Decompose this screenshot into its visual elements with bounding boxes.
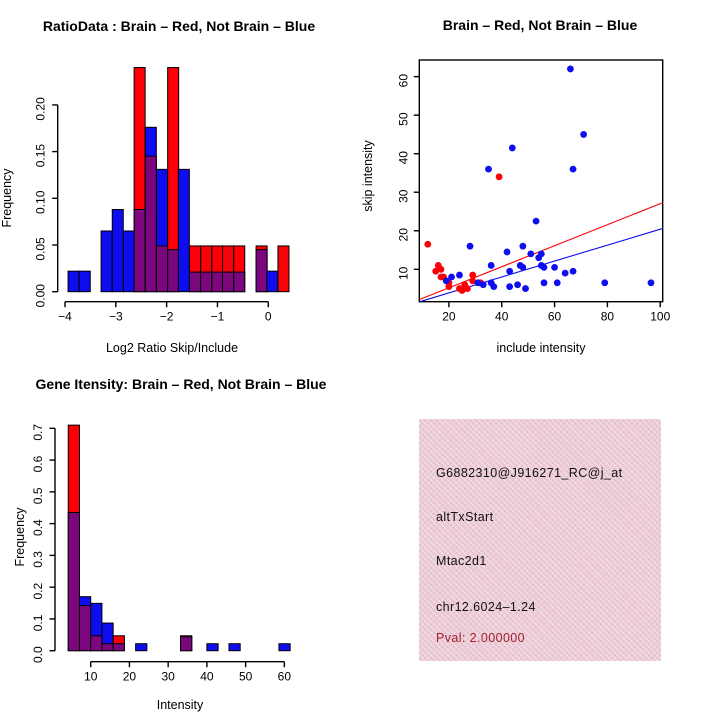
hist-bar-overlap bbox=[79, 606, 90, 651]
y-tick-label: 0.3 bbox=[31, 551, 45, 568]
scatter-point-blue bbox=[519, 264, 526, 271]
hist-bar-overlap bbox=[113, 644, 124, 651]
scatter-point-blue bbox=[506, 283, 513, 290]
panel-ratio-histogram bbox=[0, 0, 360, 360]
scatter-point-blue bbox=[527, 250, 534, 257]
scatter-point-blue bbox=[467, 243, 474, 250]
x-tick-label: 30 bbox=[161, 669, 175, 684]
y-tick-label: 0.15 bbox=[33, 143, 48, 168]
x-axis-label: Log2 Ratio Skip/Include bbox=[105, 341, 239, 355]
hist-bar-overlap bbox=[181, 637, 192, 651]
y-tick-label: 0.05 bbox=[33, 237, 48, 261]
y-tick-label: 10 bbox=[396, 266, 411, 280]
hist-bar bbox=[79, 271, 90, 292]
scatter-point-red bbox=[446, 283, 453, 290]
panel-title: RatioData : Brain – Red, Not Brain – Blue bbox=[42, 18, 316, 34]
hist-bar-overlap bbox=[212, 272, 223, 292]
hist-bar bbox=[207, 644, 218, 651]
x-tick-label: 0 bbox=[264, 309, 272, 324]
y-axis-label: Frequency bbox=[0, 168, 14, 228]
scatter-point-blue bbox=[554, 279, 561, 286]
hist-bar bbox=[101, 231, 112, 292]
hist-bar-overlap bbox=[234, 272, 245, 292]
y-tick-label: 60 bbox=[396, 73, 411, 88]
hist-bar-overlap bbox=[134, 210, 145, 292]
hist-bar-overlap bbox=[145, 156, 156, 291]
scatter-point-blue bbox=[514, 281, 521, 288]
hist-bar-overlap bbox=[190, 272, 201, 292]
scatter-point-red bbox=[464, 285, 471, 292]
x-tick-label: 80 bbox=[600, 309, 615, 324]
scatter-point-blue bbox=[570, 166, 577, 173]
panel-intensity-scatter bbox=[360, 0, 720, 360]
y-tick-label: 0.0 bbox=[31, 646, 45, 664]
x-tick-label: 20 bbox=[442, 309, 456, 324]
scatter-point-blue bbox=[519, 243, 526, 250]
hist-bar-overlap bbox=[201, 272, 212, 292]
x-tick-label: −3 bbox=[108, 309, 123, 324]
hist-bar bbox=[68, 271, 79, 292]
x-tick-label: −4 bbox=[58, 309, 72, 324]
y-tick-label: 0.5 bbox=[31, 487, 45, 505]
scatter-point-blue bbox=[448, 274, 455, 281]
scatter-point-blue bbox=[541, 279, 548, 286]
hist-bar-overlap bbox=[91, 636, 102, 651]
scatter-point-blue bbox=[601, 279, 608, 286]
scatter-point-blue bbox=[480, 281, 487, 288]
hist-bar bbox=[229, 644, 240, 651]
scatter-point-blue bbox=[488, 262, 495, 269]
scatter-point-red bbox=[438, 266, 445, 273]
x-tick-label: −2 bbox=[159, 309, 174, 324]
y-tick-label: 0.20 bbox=[33, 97, 48, 121]
x-tick-label: 40 bbox=[200, 669, 214, 684]
scatter-point-blue bbox=[562, 270, 569, 277]
probe-id-text: G6882310@J916271_RC@j_at bbox=[436, 466, 623, 480]
scatter-point-blue bbox=[570, 268, 577, 275]
scatter-point-blue bbox=[490, 283, 497, 290]
hist-bar bbox=[123, 231, 134, 292]
hist-bar-overlap bbox=[256, 250, 267, 292]
x-tick-label: 20 bbox=[122, 669, 137, 684]
y-tick-label: 0.4 bbox=[31, 519, 45, 536]
y-tick-label: 0.00 bbox=[33, 284, 48, 308]
y-tick-label: 0.2 bbox=[31, 582, 45, 600]
panel-title: Brain – Red, Not Brain – Blue bbox=[442, 17, 638, 33]
event-type-text: altTxStart bbox=[436, 510, 494, 524]
scatter-point-red bbox=[496, 173, 503, 180]
scatter-point-blue bbox=[485, 166, 492, 173]
hist-bar-overlap bbox=[156, 246, 167, 292]
y-tick-label: 40 bbox=[396, 151, 411, 165]
x-axis-label: Intensity bbox=[156, 698, 204, 712]
x-tick-label: 60 bbox=[547, 309, 562, 324]
scatter-point-blue bbox=[456, 272, 463, 279]
scatter-point-blue bbox=[567, 66, 574, 73]
scatter-point-blue bbox=[538, 250, 545, 257]
scatter-point-blue bbox=[506, 268, 513, 275]
scatter-point-blue bbox=[580, 131, 587, 138]
hist-bar bbox=[279, 644, 290, 651]
x-tick-label: 50 bbox=[238, 669, 253, 684]
x-axis-label: include intensity bbox=[496, 341, 586, 355]
scatter-point-blue bbox=[522, 285, 529, 292]
scatter-point-blue bbox=[648, 279, 655, 286]
hist-bar bbox=[278, 246, 289, 292]
hist-bar bbox=[112, 210, 123, 292]
y-tick-label: 20 bbox=[396, 228, 411, 242]
y-tick-label: 0.6 bbox=[31, 455, 45, 473]
scatter-point-blue bbox=[541, 264, 548, 271]
hist-bar-overlap bbox=[168, 250, 179, 292]
panel-title: Gene Itensity: Brain – Red, Not Brain – Blue bbox=[35, 376, 327, 392]
scatter-point-blue bbox=[509, 145, 516, 152]
y-tick-label: 0.7 bbox=[31, 423, 45, 441]
x-tick-label: 60 bbox=[277, 669, 292, 684]
probe-info-box bbox=[419, 419, 661, 661]
x-tick-label: 100 bbox=[650, 309, 671, 324]
x-tick-label: 10 bbox=[84, 669, 98, 684]
y-tick-label: 0.10 bbox=[33, 190, 48, 214]
scatter-point-red bbox=[424, 241, 431, 248]
hist-bar bbox=[178, 169, 189, 291]
gene-name-text: Mtac2d1 bbox=[436, 554, 487, 568]
hist-bar-overlap bbox=[68, 513, 79, 651]
hist-bar bbox=[136, 644, 147, 651]
x-tick-label: −1 bbox=[210, 309, 225, 324]
scatter-point-blue bbox=[504, 249, 511, 256]
scatter-point-blue bbox=[551, 264, 558, 271]
pval-text: Pval: 2.000000 bbox=[436, 631, 525, 645]
y-tick-label: 50 bbox=[396, 112, 411, 126]
hist-bar-overlap bbox=[102, 644, 113, 651]
x-tick-label: 40 bbox=[495, 309, 509, 324]
y-axis-label: Frequency bbox=[13, 507, 27, 567]
y-tick-label: 0.1 bbox=[31, 614, 45, 632]
scatter-point-blue bbox=[533, 218, 540, 225]
hist-bar bbox=[267, 271, 278, 292]
hist-bar-overlap bbox=[223, 272, 234, 292]
panel-gene-intensity-histogram bbox=[0, 360, 360, 720]
location-text: chr12.6024–1.24 bbox=[436, 600, 536, 614]
y-tick-label: 30 bbox=[396, 189, 411, 203]
y-axis-label: skip intensity bbox=[361, 140, 375, 212]
